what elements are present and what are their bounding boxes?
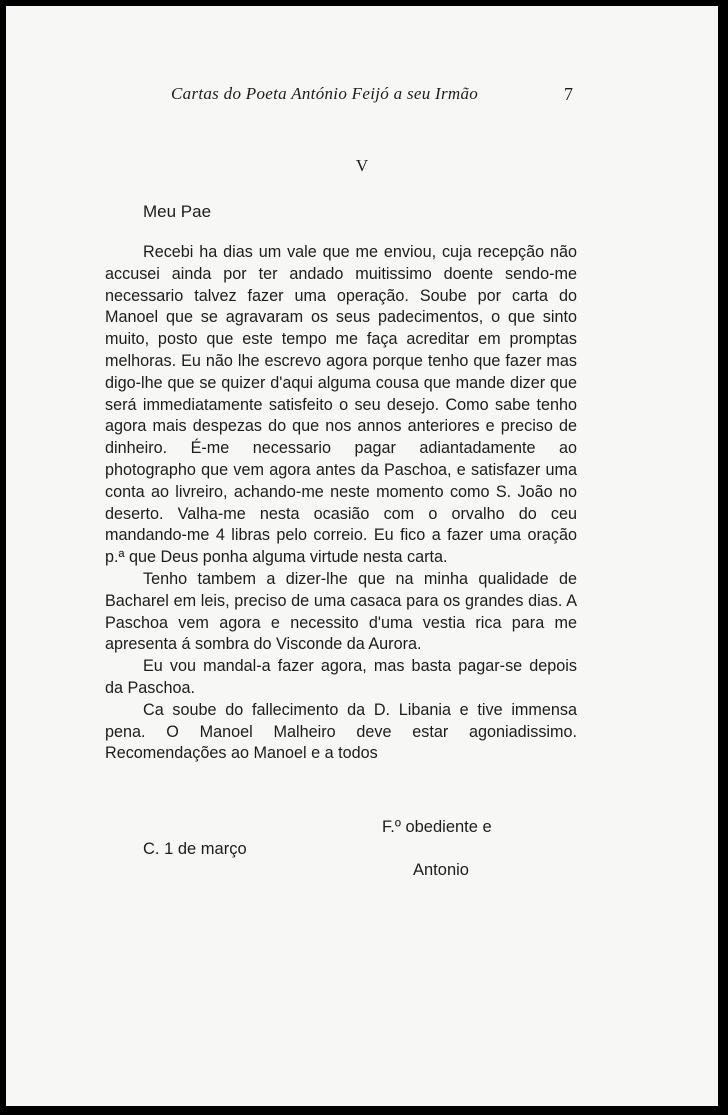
page-number: 7 — [564, 84, 573, 104]
paragraph: Tenho tambem a dizer-lhe que na minha qualidade de Bacharel em leis, preciso de uma casaca para os grandes dias. A Paschoa vem agora e necessito d'uma vestia rica para me apresenta á sombra do Visconde da Aurora. — [105, 569, 577, 654]
paragraph: Recebi ha dias um vale que me enviou, cuja recepção não accusei ainda por ter andado muitissimo doente sendo-me necessario talvez fazer uma operação. Soube por carta do Manoel que se agravaram os seus padecimentos, o que sinto muito, posto que este tempo me faça acreditar em promptas melhoras. Eu não lhe escrevo agora porque tenho que fazer mas digo-lhe que se quizer d'aqui alguma cousa que mande dizer que será immediatamente satisfeito o seu desejo. Como sabe tenho agora mais despezas do que nos annos anteriores e preciso de dinheiro. É-me necessario pagar adiantadamente ao photographo que vem agora antes da Paschoa, e satisfazer uma conta ao livreiro, achando-me neste momento como S. João no deserto. Valha-me nesta ocasião com o orvalho do ceu mandando-me 4 libras pelo correio. Eu fico a fazer uma oração p.ª que Deus ponha alguma virtude nesta carta. — [105, 243, 577, 567]
paragraph: Ca soube do fallecimento da D. Libania e tive immensa pena. O Manoel Malheiro deve estar agoniadissimo. Recomendações ao Manoel e a todos — [105, 700, 577, 763]
signature: Antonio — [413, 861, 469, 879]
letter-number: V — [355, 156, 369, 175]
book-page — [6, 6, 718, 1106]
letter-date: C. 1 de março — [143, 840, 247, 858]
salutation: Meu Pae — [143, 202, 212, 221]
closing: F.º obediente e — [382, 818, 492, 836]
running-title: Cartas do Poeta António Feijó a seu Irmão — [171, 84, 479, 103]
running-head — [6, 84, 718, 108]
letter-body — [105, 242, 577, 765]
paragraph: Eu vou mandal-a fazer agora, mas basta pagar-se depois da Paschoa. — [105, 657, 577, 697]
